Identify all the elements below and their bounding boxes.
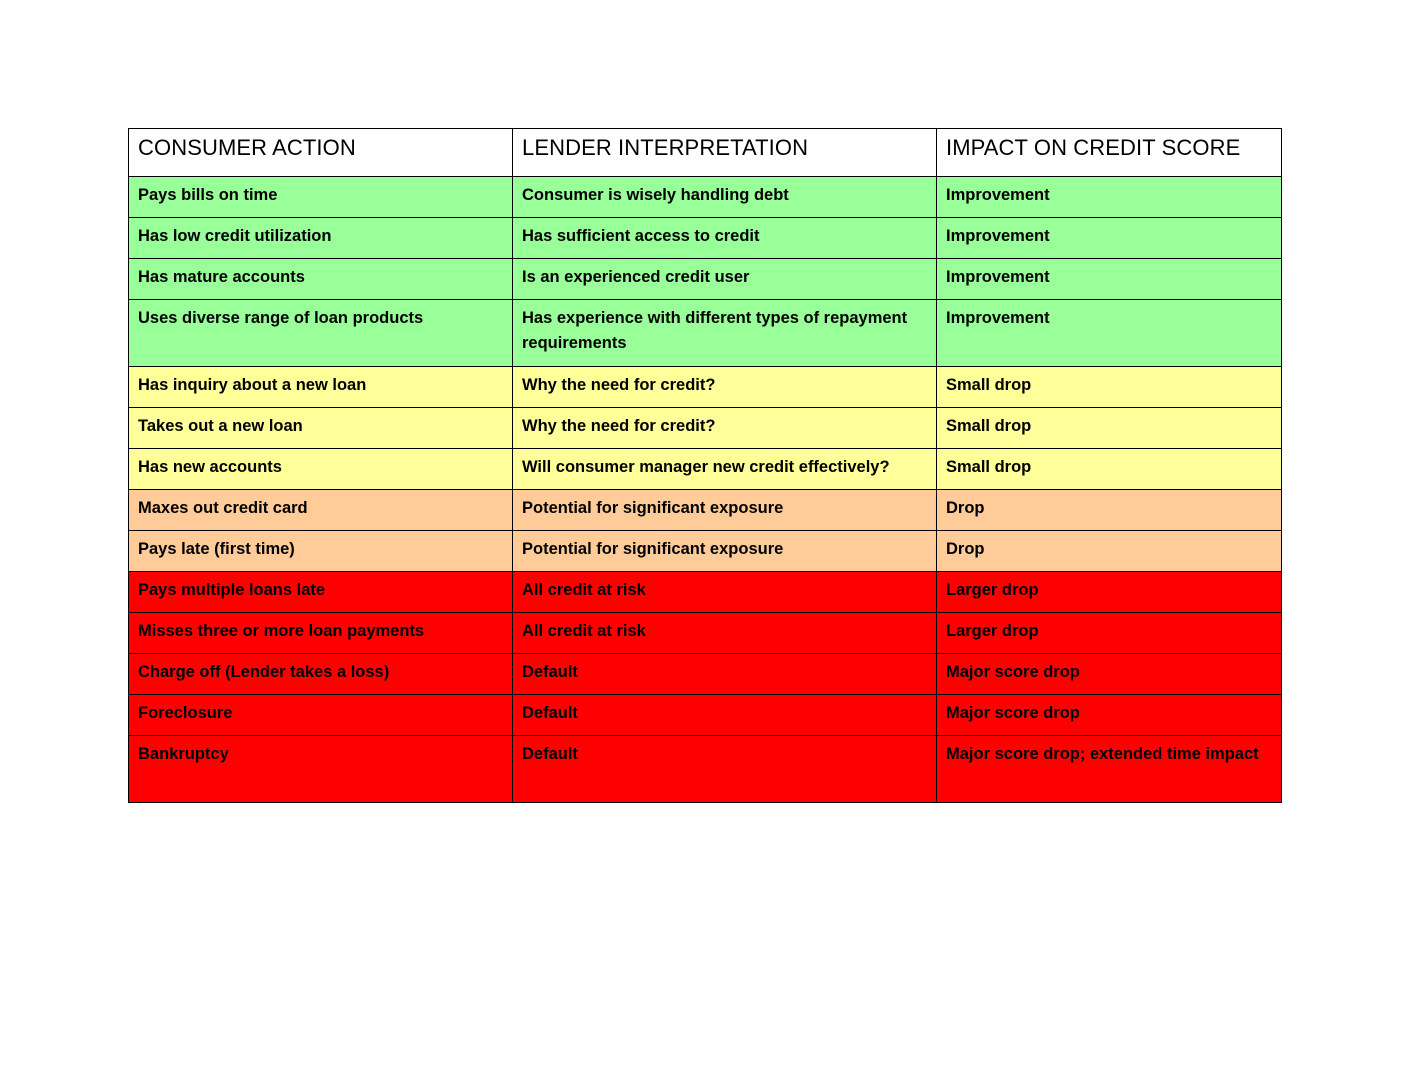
- consumer-action-cell: Charge off (Lender takes a loss): [129, 654, 513, 695]
- table-row: [129, 259, 1282, 300]
- lender-interpretation-cell: All credit at risk: [513, 613, 937, 654]
- credit-impact-cell: Drop: [937, 531, 1282, 572]
- consumer-action-cell: Pays multiple loans late: [129, 572, 513, 613]
- header-row: [129, 129, 1282, 177]
- lender-interpretation-cell: Has experience with different types of repayment requirements: [513, 300, 937, 367]
- table-row: [129, 408, 1282, 449]
- table-row: [129, 531, 1282, 572]
- table-row: [129, 736, 1282, 803]
- credit-impact-cell: Drop: [937, 490, 1282, 531]
- credit-impact-cell: Improvement: [937, 259, 1282, 300]
- lender-interpretation-cell: Has sufficient access to credit: [513, 218, 937, 259]
- lender-interpretation-cell: Is an experienced credit user: [513, 259, 937, 300]
- header-impact-on-credit-score: IMPACT ON CREDIT SCORE: [937, 129, 1282, 177]
- lender-interpretation-cell: Default: [513, 654, 937, 695]
- credit-impact-cell: Major score drop: [937, 695, 1282, 736]
- table-row: [129, 449, 1282, 490]
- lender-interpretation-cell: Consumer is wisely handling debt: [513, 177, 937, 218]
- header-consumer-action: CONSUMER ACTION: [129, 129, 513, 177]
- table-header: [129, 129, 1282, 177]
- consumer-action-cell: Has inquiry about a new loan: [129, 367, 513, 408]
- credit-impact-table: [128, 128, 1282, 803]
- lender-interpretation-cell: Will consumer manager new credit effectively?: [513, 449, 937, 490]
- credit-impact-cell: Improvement: [937, 300, 1282, 367]
- credit-impact-cell: Larger drop: [937, 613, 1282, 654]
- table-row: [129, 300, 1282, 367]
- consumer-action-cell: Foreclosure: [129, 695, 513, 736]
- lender-interpretation-cell: Why the need for credit?: [513, 367, 937, 408]
- lender-interpretation-cell: All credit at risk: [513, 572, 937, 613]
- table-row: [129, 613, 1282, 654]
- credit-impact-cell: Small drop: [937, 367, 1282, 408]
- consumer-action-cell: Maxes out credit card: [129, 490, 513, 531]
- lender-interpretation-cell: Default: [513, 695, 937, 736]
- lender-interpretation-cell: Why the need for credit?: [513, 408, 937, 449]
- table-row: [129, 654, 1282, 695]
- table-row: [129, 490, 1282, 531]
- table-row: [129, 695, 1282, 736]
- credit-impact-cell: Improvement: [937, 218, 1282, 259]
- consumer-action-cell: Has low credit utilization: [129, 218, 513, 259]
- table-row: [129, 177, 1282, 218]
- table-row: [129, 218, 1282, 259]
- consumer-action-cell: Takes out a new loan: [129, 408, 513, 449]
- lender-interpretation-cell: Potential for significant exposure: [513, 531, 937, 572]
- consumer-action-cell: Has new accounts: [129, 449, 513, 490]
- table-body: [129, 177, 1282, 803]
- table-row: [129, 572, 1282, 613]
- credit-impact-cell: Improvement: [937, 177, 1282, 218]
- credit-impact-cell: Major score drop; extended time impact: [937, 736, 1282, 803]
- consumer-action-cell: Bankruptcy: [129, 736, 513, 803]
- credit-impact-cell: Major score drop: [937, 654, 1282, 695]
- consumer-action-cell: Uses diverse range of loan products: [129, 300, 513, 367]
- lender-interpretation-cell: Default: [513, 736, 937, 803]
- credit-impact-cell: Small drop: [937, 408, 1282, 449]
- header-lender-interpretation: LENDER INTERPRETATION: [513, 129, 937, 177]
- consumer-action-cell: Has mature accounts: [129, 259, 513, 300]
- consumer-action-cell: Pays bills on time: [129, 177, 513, 218]
- consumer-action-cell: Pays late (first time): [129, 531, 513, 572]
- lender-interpretation-cell: Potential for significant exposure: [513, 490, 937, 531]
- table-row: [129, 367, 1282, 408]
- credit-impact-cell: Larger drop: [937, 572, 1282, 613]
- credit-impact-cell: Small drop: [937, 449, 1282, 490]
- consumer-action-cell: Misses three or more loan payments: [129, 613, 513, 654]
